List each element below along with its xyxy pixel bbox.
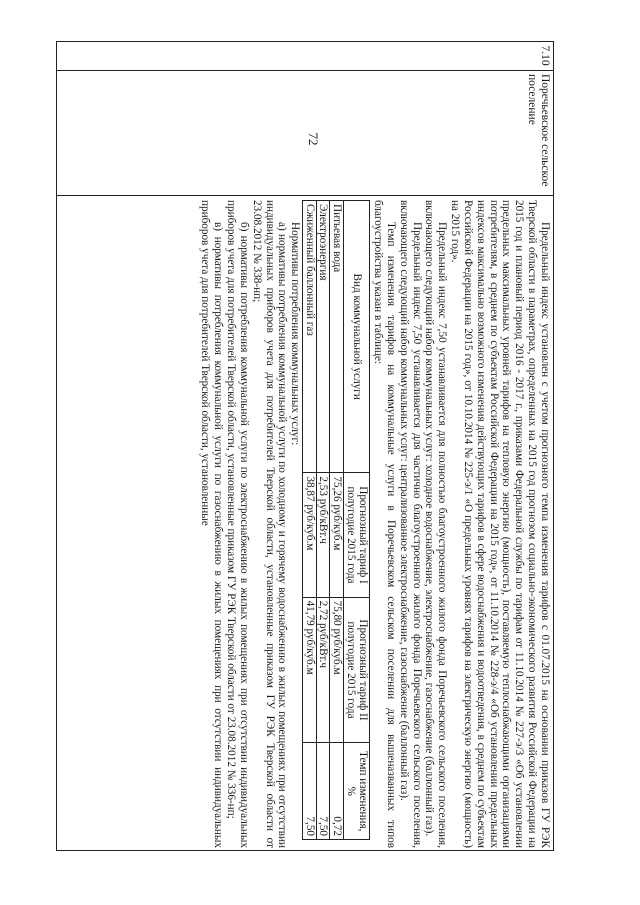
row-content: [198, 200, 551, 848]
norms-heading: Нормативы потребления коммунальных услуг:: [289, 222, 302, 446]
table-cell: 75,26 руб/куб.м: [330, 473, 344, 597]
column-divider: [57, 195, 553, 196]
table-cell: 38,87 руб/куб.м: [303, 473, 317, 597]
table-cell: 0,72: [330, 743, 344, 840]
table-cell: Питьевая вода: [330, 201, 344, 473]
rotated-page-content: [56, 41, 554, 851]
paragraph: Предельный индекс установлен с учетом прогнозного темпа изменения тарифов с 01.07.2015 на основании приказов ГУ РЭК Тверской области в параметрах, определенных на 2015 год прогнозом социально-экономического развития Российской Федерации на 2015 год и плановый период 2016 - 2017 г., приказами Федеральной службы по тарифам от 11.10.2014 № 227-э/3 «Об установлении предельных максимальных уровней тарифов на тепловую энергию (мощность), поставляемую теплоснабжающими организациями потребителям, в среднем по субъектам Российской Федерации на 2015 год», от 11.10.2014 № 228-э/4 «Об установлении предельных индексов максимально возможного изменения действующих тарифов в сфере водоснабжения и водоотведения, в среднем по субъектам Российской Федерации на 2015 год», от 10.10.2014 № 225-э/1 «О предельных уровнях тарифов на электрическую энергию (мощность) на 2015 год».: [449, 200, 551, 848]
tariff-table: [302, 200, 370, 840]
settlement-name: Поречьевское сельское поселение: [526, 74, 551, 187]
table-cell: 75,80 руб/куб.м: [330, 597, 344, 743]
table-header: Вид коммунальной услуги: [344, 201, 370, 473]
row-number: 7.10: [539, 45, 551, 66]
table-header: Прогнозный тариф I полугодие 2015 года: [344, 473, 370, 597]
table-cell: 7,50: [316, 743, 330, 840]
table-header-row: [344, 201, 370, 840]
table-row: [303, 201, 317, 840]
norm-item: а) нормативы потребления коммунальной услуги по холодному и горячему водоснабжению в жилых помещениях при отсутствии индивидуальных приборов учета для потребителей Тверской области, установленные приказом ГУ РЭК Тверской области от 23.08.2012 № 338-нп;: [250, 200, 289, 848]
document-table-row: [56, 41, 554, 851]
table-header: Темп изменения, %: [344, 743, 370, 840]
column-divider: [57, 70, 553, 71]
table-cell: 41,79 руб/куб.м: [303, 597, 317, 743]
paragraph: Предельный индекс 7,50 устанавливается для частично благоустроенного жилого фонда Поречьевского сельского поселения, включающего следующий набор коммунальных услуг: централизованное электроснабжение, газоснабжение (баллонный газ).: [397, 200, 423, 848]
page-number: 72: [306, 132, 321, 146]
paragraph: Темп изменения тарифов на коммунальные услуги в Поречьевском сельском поселении для вышеназванных типов благоустройства указан в таблице:: [372, 200, 397, 848]
table-header: Прогнозный тариф II полугодие 2015 года: [344, 597, 370, 743]
table-row: [330, 201, 344, 840]
table-cell: Электроэнергия: [316, 201, 330, 473]
table-cell: Сжиженный баллонный газ: [303, 201, 317, 473]
norm-item: в) нормативы потребления коммунальной услуги по газоснабжению в жилых помещениях при отсутствии индивидуальных приборов учета для потребителей Тверской области, установленные: [199, 200, 225, 848]
table-row: [316, 201, 330, 840]
table-cell: 2,53 руб/кВт.ч: [316, 473, 330, 597]
table-cell: 2,72 руб/кВт.ч: [316, 597, 330, 743]
norm-item: б) нормативы потребления коммунальной услуги по электроснабжению в жилых помещениях при отсутствии индивидуальных приборов учета для потребителей Тверской области, установленные приказом ГУ РЭК Тверской области от 23.08.2012 № 336-нп;: [225, 200, 250, 848]
paragraph: Предельный индекс 7,50 устанавливается для полностью благоустроенного жилого фонда Поречьевского сельского поселения, включающего следующий набор коммунальных услуг: холодное водоснабжение, электроснабжение, газоснабжение (баллонный газ).: [423, 200, 449, 848]
table-cell: 7,50: [303, 743, 317, 840]
